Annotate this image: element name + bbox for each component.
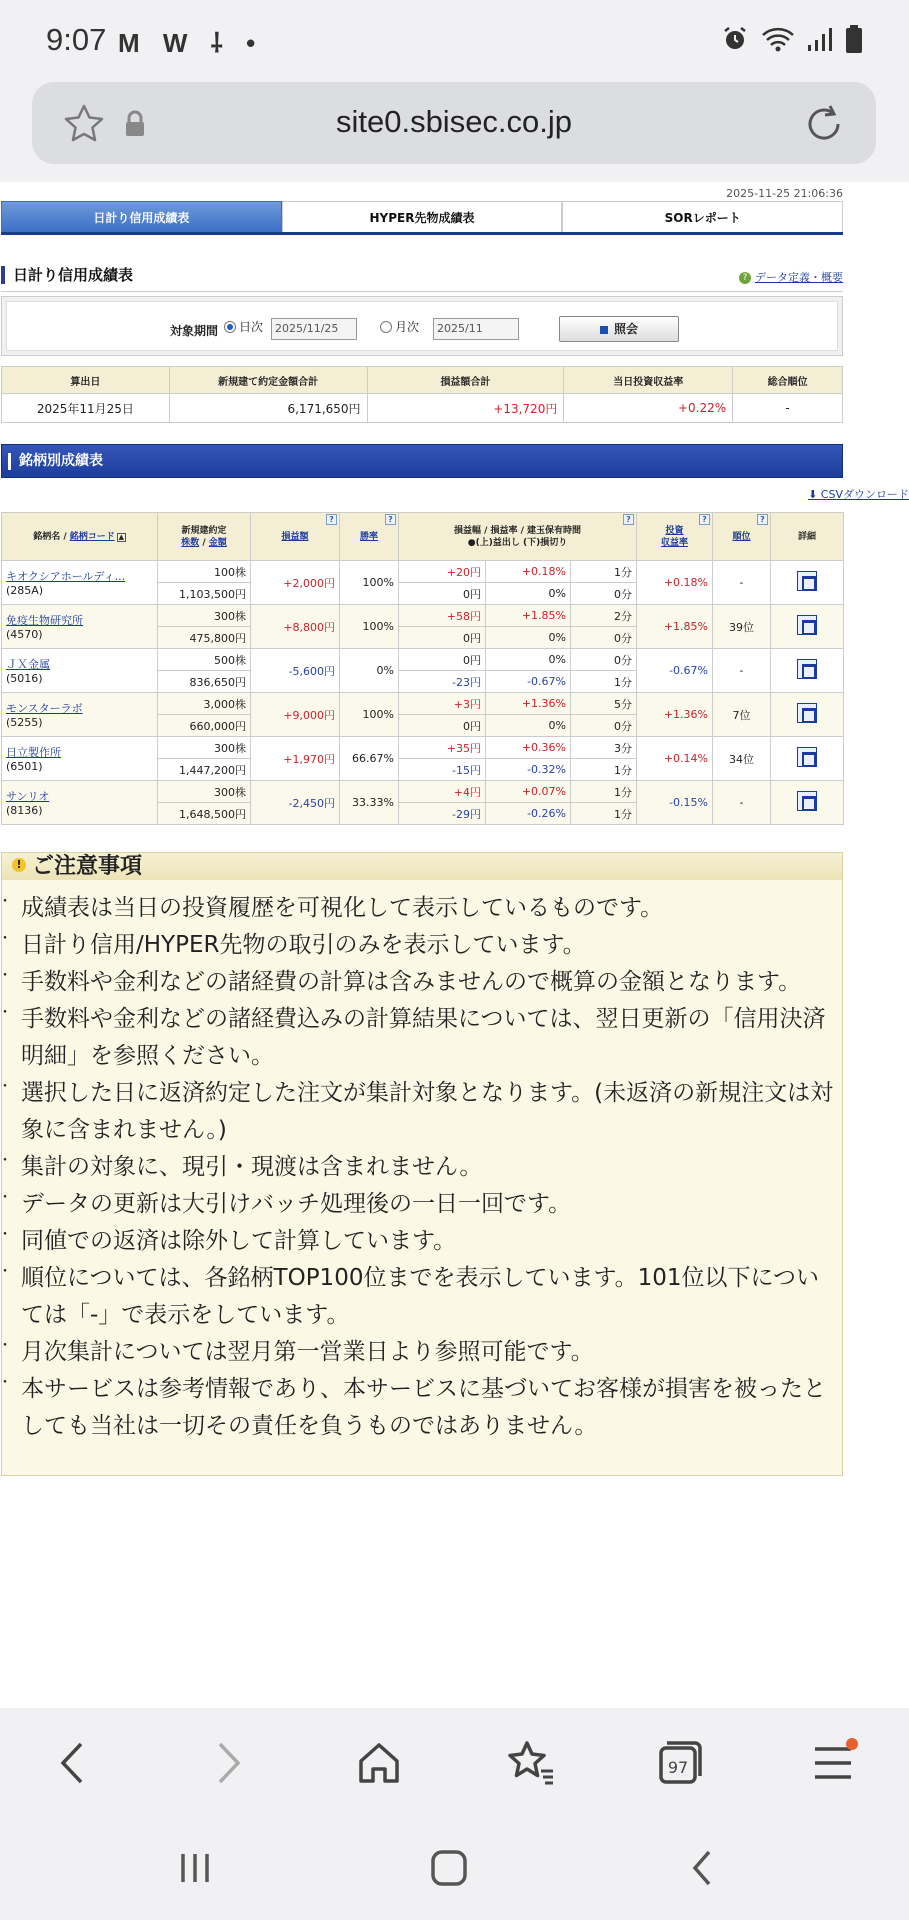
recent-apps-icon xyxy=(175,1848,215,1888)
stock-shares: 300株 xyxy=(158,737,251,759)
detail-cell xyxy=(771,649,844,693)
stock-shares: 3,000株 xyxy=(158,693,251,715)
stock-code: (285A) xyxy=(6,584,44,597)
gain-range: +3円 xyxy=(399,693,486,715)
loss-range: 0円 xyxy=(399,715,486,737)
stock-winrate: 33.33% xyxy=(340,781,399,825)
tabs-button[interactable] xyxy=(645,1728,715,1798)
radio-unchecked-icon[interactable] xyxy=(380,321,392,333)
note-item: ・ 月次集計については翌月第一営業日より参照可能です。 xyxy=(2,1334,842,1371)
period-label: 対象期間 xyxy=(170,324,219,338)
notes-box xyxy=(1,852,843,1476)
question-icon: ? xyxy=(739,272,751,284)
page-title: 日計り信用成績表 xyxy=(13,266,134,284)
loss-range: -29円 xyxy=(399,803,486,825)
stock-code: (8136) xyxy=(6,804,43,817)
tab-bar xyxy=(1,201,843,235)
loss-time: 1分 xyxy=(571,671,637,693)
note-item: ・ 手数料や金利などの諸経費込みの計算結果については、翌日更新の「信用決済明細」を参照ください。 xyxy=(2,1001,842,1075)
chevron-right-icon xyxy=(208,1738,248,1788)
header-detail-range xyxy=(399,513,637,561)
sort-winrate-link[interactable]: 勝率 xyxy=(359,531,378,542)
detail-icon[interactable] xyxy=(797,571,817,591)
loss-time: 1分 xyxy=(571,759,637,781)
loss-time: 0分 xyxy=(571,715,637,737)
sort-roi-link[interactable] xyxy=(661,526,688,548)
stock-roi: -0.15% xyxy=(637,781,713,825)
gain-range: +35円 xyxy=(399,737,486,759)
summary-rank: - xyxy=(733,394,843,423)
detail-icon[interactable] xyxy=(797,791,817,811)
table-row xyxy=(2,693,844,715)
note-item: ・ 日計り信用/HYPER先物の取引のみを表示しています。 xyxy=(2,927,842,964)
table-row xyxy=(2,561,844,583)
table-row xyxy=(2,781,844,803)
wifi-icon xyxy=(761,25,795,53)
summary-header: 当日投資収益率 xyxy=(564,367,733,394)
note-item: ・ 本サービスは参考情報であり、本サービスに基づいてお客様が損害を被ったとしても当社は一切その責任を負うものではありません。 xyxy=(2,1371,842,1445)
stock-code: (6501) xyxy=(6,760,43,773)
summary-header: 新規建て約定金額合計 xyxy=(169,367,367,394)
stock-section-title: 銘柄別成績表 xyxy=(19,453,103,469)
stock-name-link[interactable]: 日立製作所 xyxy=(6,746,61,759)
notes-title-label: ご注意事項 xyxy=(32,854,143,879)
summary-header: 損益額合計 xyxy=(367,367,564,394)
gain-range: +20円 xyxy=(399,561,486,583)
loss-rate: -0.67% xyxy=(486,671,571,693)
gain-time: 3分 xyxy=(571,737,637,759)
loss-time: 1分 xyxy=(571,803,637,825)
help-icon[interactable]: ? xyxy=(385,514,396,525)
stock-winrate: 100% xyxy=(340,561,399,605)
stock-table xyxy=(1,512,844,825)
menu-button[interactable] xyxy=(798,1728,868,1798)
note-item: ・ 手数料や金利などの諸経費の計算は含みませんので概算の金額となります。 xyxy=(2,964,842,1001)
forward-button[interactable] xyxy=(193,1728,263,1798)
tab-sor-report[interactable]: SORレポート xyxy=(562,201,843,232)
tabs-icon xyxy=(655,1738,705,1788)
summary-header: 総合順位 xyxy=(733,367,843,394)
home-icon xyxy=(355,1739,403,1787)
detail-icon[interactable] xyxy=(797,659,817,679)
gain-rate: +1.85% xyxy=(486,605,571,627)
header-bar-accent xyxy=(8,453,11,470)
header-detail-label: 損益幅 / 損益率 / 建玉保有時間 xyxy=(453,525,582,536)
gain-range: +4円 xyxy=(399,781,486,803)
stock-name-cell xyxy=(2,605,158,649)
stock-winrate: 66.67% xyxy=(340,737,399,781)
browser-bottom-bar xyxy=(0,1708,909,1920)
chevron-left-icon xyxy=(53,1738,93,1788)
status-bar xyxy=(0,0,909,82)
title-bar-accent xyxy=(1,266,5,284)
loss-range: 0円 xyxy=(399,583,486,605)
stock-pl: +1,970円 xyxy=(251,737,340,781)
summary-total-amount: 6,171,650円 xyxy=(169,394,367,423)
monthly-label: 月次 xyxy=(395,320,420,334)
download-icon: ⬇ xyxy=(808,488,821,501)
detail-icon[interactable] xyxy=(797,703,817,723)
bookmarks-button[interactable] xyxy=(495,1728,565,1798)
detail-cell xyxy=(771,781,844,825)
gain-time: 0分 xyxy=(571,649,637,671)
gain-rate: +0.07% xyxy=(486,781,571,803)
stock-winrate: 100% xyxy=(340,605,399,649)
summary-total-pl: +13,720円 xyxy=(367,394,564,423)
period-filter-inner xyxy=(6,301,838,351)
loss-rate: 0% xyxy=(486,627,571,649)
note-item: ・ 選択した日に返済約定した注文が集計対象となります。(未返済の新規注文は対象に含まれません。) xyxy=(2,1075,842,1149)
summary-row xyxy=(2,394,843,423)
home-button[interactable] xyxy=(344,1728,414,1798)
gain-rate: +1.36% xyxy=(486,693,571,715)
stock-name-link[interactable]: ＪＸ金属 xyxy=(6,658,50,671)
detail-icon[interactable] xyxy=(797,615,817,635)
stock-code: (4570) xyxy=(6,628,43,641)
loss-range: 0円 xyxy=(399,627,486,649)
header-name xyxy=(2,513,158,561)
loss-time: 0分 xyxy=(571,627,637,649)
stock-rank: 34位 xyxy=(713,737,771,781)
timestamp: 2025-11-25 21:06:36 xyxy=(726,187,843,200)
stock-name-cell xyxy=(2,781,158,825)
tab-count: 97 xyxy=(667,1758,689,1777)
stock-pl: -5,600円 xyxy=(251,649,340,693)
stock-pl: +2,000円 xyxy=(251,561,340,605)
loss-rate: 0% xyxy=(486,583,571,605)
gain-time: 5分 xyxy=(571,693,637,715)
notification-icons: M W ⸸ • xyxy=(118,28,264,58)
signal-icon xyxy=(807,25,833,53)
stock-code: (5255) xyxy=(6,716,43,729)
header-pl xyxy=(251,513,340,561)
stock-name-link[interactable]: モンスターラボ xyxy=(6,702,83,715)
stock-rank: - xyxy=(713,649,771,693)
stock-name-cell xyxy=(2,737,158,781)
header-roi-label-2: 収益率 xyxy=(660,537,688,548)
detail-icon[interactable] xyxy=(797,747,817,767)
stock-roi: -0.67% xyxy=(637,649,713,693)
stock-rank: 39位 xyxy=(713,605,771,649)
status-time: 9:07 xyxy=(46,22,107,57)
stock-winrate: 100% xyxy=(340,693,399,737)
web-page xyxy=(0,182,909,1708)
stock-amount: 1,103,500円 xyxy=(158,583,251,605)
data-definition-label: データ定義・概要 xyxy=(755,271,843,284)
stock-shares: 300株 xyxy=(158,605,251,627)
stock-code: (5016) xyxy=(6,672,43,685)
gain-time: 1分 xyxy=(571,561,637,583)
warning-icon: ! xyxy=(12,858,26,872)
loss-rate: -0.32% xyxy=(486,759,571,781)
gain-time: 1分 xyxy=(571,781,637,803)
monthly-date-input[interactable]: 2025/11 xyxy=(433,318,519,340)
notes-title xyxy=(2,853,842,880)
stock-section-header xyxy=(1,444,843,478)
detail-cell xyxy=(771,561,844,605)
daily-label: 日次 xyxy=(239,320,264,334)
stock-amount: 1,648,500円 xyxy=(158,803,251,825)
note-item: ・ 同値での返済は除外して計算しています。 xyxy=(2,1223,842,1260)
header-detail: 詳細 xyxy=(771,513,844,561)
note-item: ・ 集計の対象に、現引・現渡は含まれません。 xyxy=(2,1149,842,1186)
gain-time: 2分 xyxy=(571,605,637,627)
stock-rows xyxy=(2,561,844,825)
bookmarks-star-icon xyxy=(505,1739,555,1787)
period-filter xyxy=(1,296,843,356)
stock-rank: - xyxy=(713,561,771,605)
stock-rank: 7位 xyxy=(713,693,771,737)
stock-shares: 300株 xyxy=(158,781,251,803)
inquiry-button[interactable] xyxy=(559,316,679,342)
stock-rank: - xyxy=(713,781,771,825)
stock-pl: +9,000円 xyxy=(251,693,340,737)
sort-rank-link[interactable]: 順位 xyxy=(732,531,751,542)
summary-table xyxy=(1,366,843,423)
loss-rate: -0.26% xyxy=(486,803,571,825)
stock-header-row xyxy=(2,513,844,561)
header-contract-label: 新規建約定 xyxy=(181,525,227,536)
stock-roi: +0.14% xyxy=(637,737,713,781)
loss-range: -15円 xyxy=(399,759,486,781)
table-row xyxy=(2,649,844,671)
header-contract: 新規建約定 株数 / 金額 xyxy=(158,513,251,561)
stock-amount: 475,800円 xyxy=(158,627,251,649)
header-winrate xyxy=(340,513,399,561)
back-button[interactable] xyxy=(38,1728,108,1798)
stock-name-link[interactable]: キオクシアホールディ... xyxy=(6,570,126,583)
note-item: ・ 順位については、各銘柄TOP100位までを表示しています。101位以下については「-」で表示をしています。 xyxy=(2,1260,842,1334)
tab-hyper-futures[interactable]: HYPER先物成績表 xyxy=(282,201,563,232)
detail-cell xyxy=(771,693,844,737)
header-rank xyxy=(713,513,771,561)
recent-apps-button[interactable] xyxy=(160,1833,230,1903)
header-roi xyxy=(637,513,713,561)
section-title xyxy=(1,262,843,292)
stock-shares: 500株 xyxy=(158,649,251,671)
url-text[interactable]: site0.sbisec.co.jp xyxy=(335,104,573,139)
summary-header: 算出日 xyxy=(2,367,170,394)
header-detail-sub: ●(上)益出し (下)損切り xyxy=(467,537,568,548)
daily-date-input[interactable]: 2025/11/25 xyxy=(271,318,357,340)
gain-rate: +0.36% xyxy=(486,737,571,759)
radio-checked-icon[interactable] xyxy=(224,321,236,333)
detail-cell xyxy=(771,737,844,781)
tab-daily-margin[interactable]: 日計り信用成績表 xyxy=(1,201,282,232)
stock-name-cell xyxy=(2,693,158,737)
inquiry-button-label: 照会 xyxy=(613,322,638,336)
detail-cell xyxy=(771,605,844,649)
loss-time: 0分 xyxy=(571,583,637,605)
stock-amount: 660,000円 xyxy=(158,715,251,737)
summary-date: 2025年11月25日 xyxy=(2,394,170,423)
sort-shares-link[interactable]: 株数 xyxy=(181,537,200,548)
button-bullet-icon xyxy=(600,326,608,334)
table-row xyxy=(2,737,844,759)
note-item: ・ 成績表は当日の投資履歴を可視化して表示しているものです。 xyxy=(2,890,842,927)
stock-winrate: 0% xyxy=(340,649,399,693)
gain-range: 0円 xyxy=(399,649,486,671)
gain-rate: 0% xyxy=(486,649,571,671)
monthly-radio[interactable] xyxy=(380,318,419,335)
stock-name-cell xyxy=(2,561,158,605)
help-icon[interactable]: ? xyxy=(326,514,337,525)
gain-range: +58円 xyxy=(399,605,486,627)
address-bar[interactable] xyxy=(32,82,876,164)
browser-toolbar xyxy=(0,82,909,182)
home-system-button[interactable] xyxy=(414,1833,484,1903)
stock-name-cell xyxy=(2,649,158,693)
csv-download-link[interactable] xyxy=(808,486,909,502)
sort-amount-link[interactable]: 金額 xyxy=(208,537,227,548)
sort-icon[interactable]: ▲ xyxy=(118,532,124,541)
back-arrow-icon xyxy=(683,1848,723,1888)
stock-shares: 100株 xyxy=(158,561,251,583)
notes-list xyxy=(2,880,842,1445)
reload-icon[interactable] xyxy=(802,102,846,146)
stock-amount: 836,650円 xyxy=(158,671,251,693)
stock-name-link[interactable]: 免疫生物研究所 xyxy=(6,614,83,627)
stock-roi: +1.36% xyxy=(637,693,713,737)
help-icon[interactable]: ? xyxy=(757,514,768,525)
note-item: ・ データの更新は大引けバッチ処理後の一日一回です。 xyxy=(2,1186,842,1223)
stock-amount: 1,447,200円 xyxy=(158,759,251,781)
notification-dot xyxy=(846,1738,858,1750)
table-row xyxy=(2,605,844,627)
summary-roi: +0.22% xyxy=(564,394,733,423)
stock-pl: -2,450円 xyxy=(251,781,340,825)
stock-roi: +1.85% xyxy=(637,605,713,649)
stock-roi: +0.18% xyxy=(637,561,713,605)
stock-pl: +8,800円 xyxy=(251,605,340,649)
data-definition-link[interactable] xyxy=(739,269,843,285)
loss-rate: 0% xyxy=(486,715,571,737)
battery-icon xyxy=(845,24,863,54)
loss-range: -23円 xyxy=(399,671,486,693)
stock-name-link[interactable]: サンリオ xyxy=(6,790,50,803)
system-icons xyxy=(721,24,863,54)
help-icon[interactable]: ? xyxy=(699,514,710,525)
sort-code-link[interactable]: 銘柄コード xyxy=(69,531,115,542)
home-square-icon xyxy=(429,1848,469,1888)
header-roi-label-1: 投資 xyxy=(665,525,684,536)
daily-radio[interactable] xyxy=(224,318,263,335)
header-name-label: 銘柄名 / xyxy=(33,531,70,542)
alarm-icon xyxy=(721,25,749,53)
system-back-button[interactable] xyxy=(668,1833,738,1903)
csv-download-label: CSVダウンロード xyxy=(820,488,909,501)
sort-pl-link[interactable]: 損益額 xyxy=(281,531,309,542)
gain-rate: +0.18% xyxy=(486,561,571,583)
summary-header-row xyxy=(2,367,843,394)
help-icon[interactable]: ? xyxy=(623,514,634,525)
